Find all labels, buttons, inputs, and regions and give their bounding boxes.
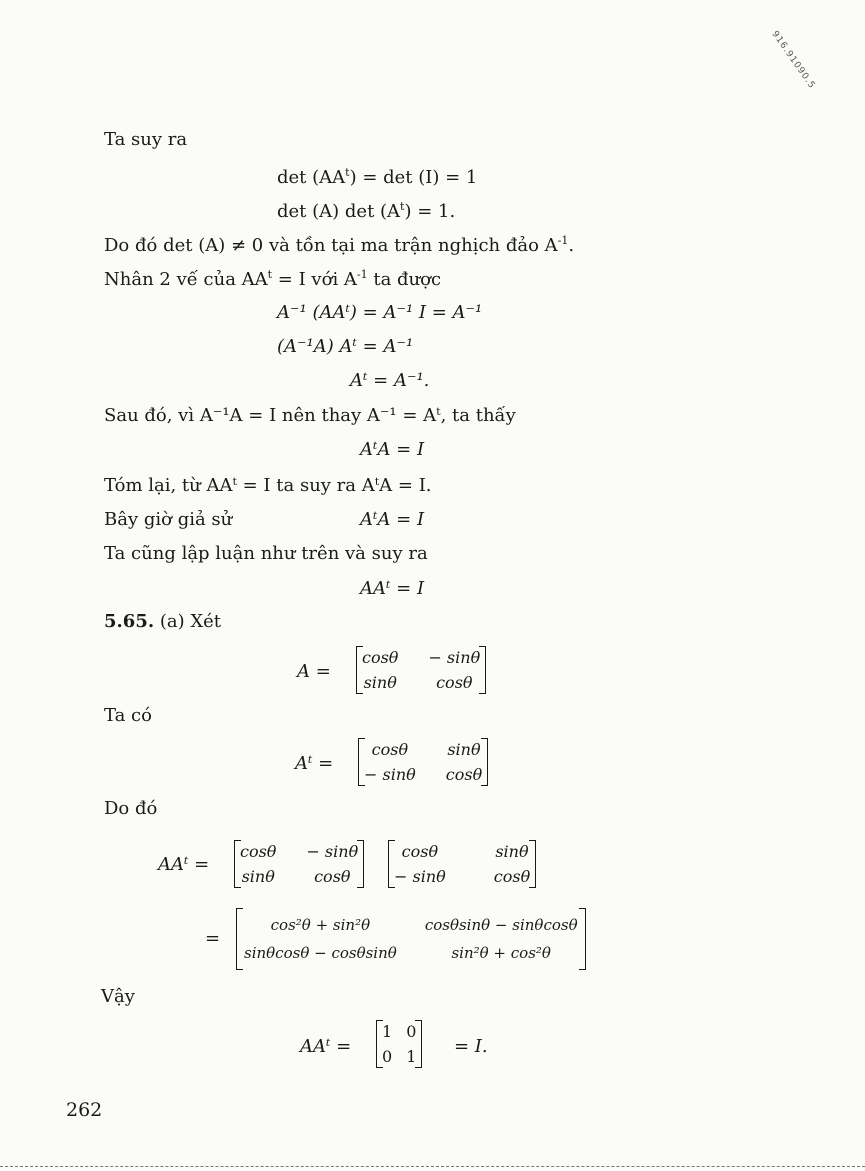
text-part: ta được xyxy=(367,269,442,290)
text-line: Do đó xyxy=(104,798,158,819)
text-line xyxy=(104,235,574,255)
matrix-product xyxy=(236,908,586,970)
matrix-cell: 1 xyxy=(382,1022,393,1041)
equation-line: A⁻¹ (AAᵗ) = A⁻¹ I = A⁻¹ xyxy=(277,302,483,323)
matrix-cell: 1 xyxy=(406,1047,417,1066)
text-line xyxy=(104,269,441,289)
text-part: = I với A xyxy=(272,269,357,290)
exercise-number: 5.65. xyxy=(104,611,155,632)
text-part: Do đó det (A) ≠ 0 và tồn tại ma trận nghịch đảo A xyxy=(104,235,558,256)
page-edge-rule xyxy=(0,1166,865,1167)
matrix-right-factor xyxy=(388,840,536,888)
equation-part: det (A) det (A xyxy=(277,201,401,222)
text-part: . xyxy=(568,235,575,256)
matrix-cell: − sinθ xyxy=(428,648,481,667)
matrix-left-factor xyxy=(234,840,364,888)
matrix-cell: cosθ xyxy=(445,765,483,784)
superscript: t xyxy=(267,268,273,281)
equation-part: det (AA xyxy=(277,167,346,188)
page-number: 262 xyxy=(66,1099,103,1121)
text-line: Sau đó, vì A⁻¹A = I nên thay A⁻¹ = Aᵗ, ta thấy xyxy=(104,405,516,426)
matrix-cell: sinθ xyxy=(241,867,275,886)
matrix-cell: sinθcosθ − cosθsinθ xyxy=(244,944,397,962)
text-part: Nhân 2 vế của AA xyxy=(104,269,268,290)
matrix-cell: cosθ xyxy=(493,867,531,886)
equation-line xyxy=(277,201,455,221)
matrix-cell: cosθ xyxy=(240,842,277,861)
exercise-part: (a) Xét xyxy=(159,611,222,632)
equation-part: ) = 1. xyxy=(404,201,456,222)
matrix-cell: 0 xyxy=(406,1022,417,1041)
equation-line xyxy=(277,167,477,187)
matrix-cell: cosθ xyxy=(401,842,439,861)
superscript: t xyxy=(400,200,405,213)
text-line: Bây giờ giả sử xyxy=(104,509,233,530)
matrix-cell: 0 xyxy=(382,1047,393,1066)
matrix-cell: − sinθ xyxy=(306,842,359,861)
superscript: t xyxy=(345,166,350,179)
superscript: -1 xyxy=(356,268,368,281)
matrix-lhs: Aᵗ = xyxy=(295,753,334,774)
matrix-lhs: AAᵗ = xyxy=(300,1036,352,1057)
matrix-cell: cosθ xyxy=(362,648,399,667)
equation-line: AᵗA = I xyxy=(360,439,425,460)
text-line: Ta có xyxy=(104,705,152,726)
text-line: Ta cũng lập luận như trên và suy ra xyxy=(104,543,428,564)
matrix-lhs: AAᵗ = xyxy=(158,854,210,875)
equation-line: AAᵗ = I xyxy=(360,578,425,599)
matrix-cell: cosθ xyxy=(371,740,409,759)
matrix-cell: − sinθ xyxy=(364,765,416,784)
equation-line: AᵗA = I xyxy=(360,509,425,530)
text-line: Vậy xyxy=(101,986,135,1007)
equation-line: Aᵗ = A⁻¹. xyxy=(350,370,430,391)
matrix-A-transpose xyxy=(358,738,488,786)
equation-line: (A⁻¹A) Aᵗ = A⁻¹ xyxy=(277,336,414,357)
matrix-cell: sinθ xyxy=(363,673,397,692)
matrix-cell: − sinθ xyxy=(394,867,446,886)
library-stamp: 916.91090.5 xyxy=(769,29,817,92)
equation-line: = I. xyxy=(454,1036,488,1057)
matrix-lhs: A = xyxy=(297,661,331,682)
exercise-heading xyxy=(104,613,221,631)
text-line: Tóm lại, từ AAᵗ = I ta suy ra AᵗA = I. xyxy=(104,475,432,496)
text-line: Ta suy ra xyxy=(104,129,188,150)
matrix-cell: sinθ xyxy=(495,842,529,861)
matrix-cell: sinθ xyxy=(447,740,481,759)
equals-sign: = xyxy=(205,928,221,949)
matrix-cell: cosθ xyxy=(314,867,351,886)
equation-part: ) = det (I) = 1 xyxy=(349,167,478,188)
identity-matrix xyxy=(376,1020,422,1068)
superscript: -1 xyxy=(557,234,569,247)
matrix-cell: sin²θ + cos²θ xyxy=(451,944,551,962)
matrix-cell: cosθ xyxy=(436,673,473,692)
matrix-A xyxy=(356,646,486,694)
matrix-cell: cos²θ + sin²θ xyxy=(270,916,371,934)
matrix-cell: cosθsinθ − sinθcosθ xyxy=(424,916,578,934)
